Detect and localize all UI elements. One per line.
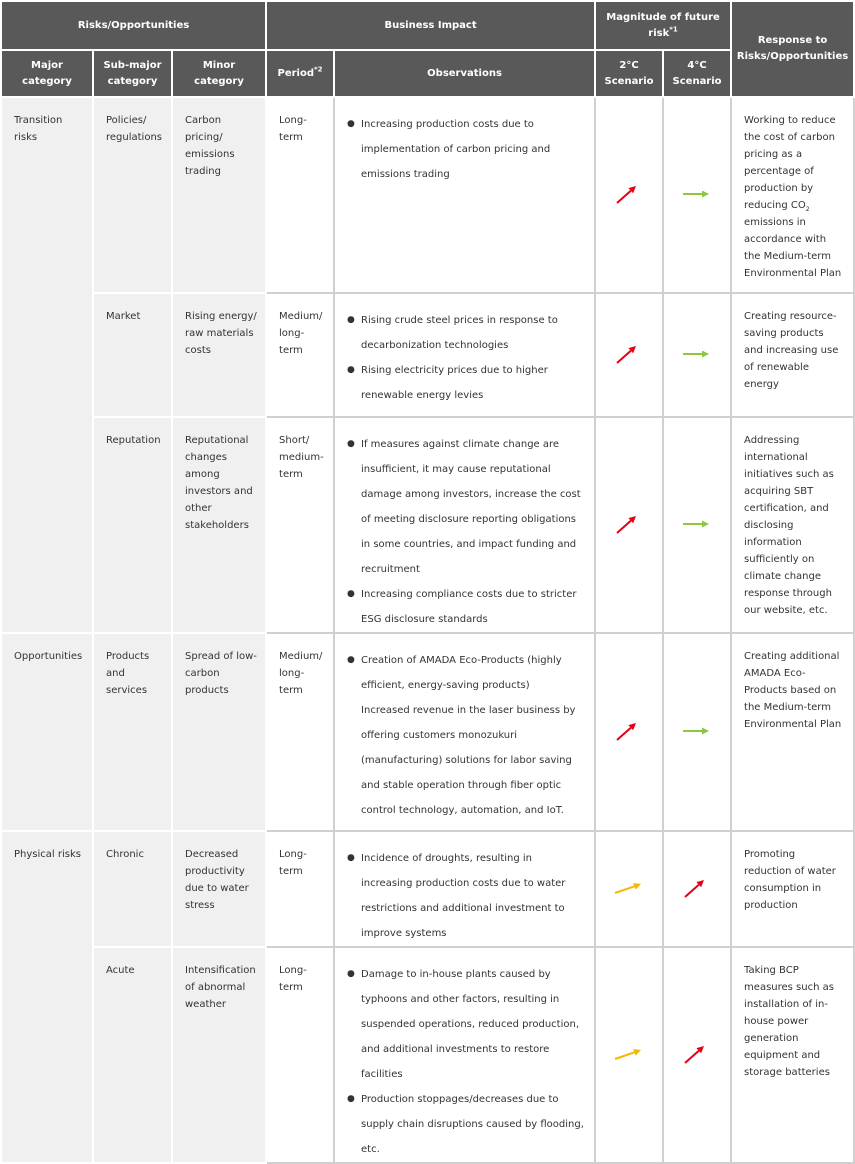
sub-major-category-cell: Products and services (93, 633, 172, 831)
sub-major-category-cell: Acute (93, 947, 172, 1163)
observation-continuation: Increased revenue in the laser business by offering customers monozukuri (manufacturing) solutions for labor saving and stable operation through fiber optic control technology, automation, and IoT. (361, 705, 576, 816)
up-red-icon (682, 884, 712, 895)
observations-cell (334, 831, 595, 947)
response-cell (731, 97, 854, 293)
response-text-pre: Working to reduce the cost of carbon pricing as a percentage of production by reducing CO (744, 115, 836, 211)
header-2c-scenario: 2°C Scenario (595, 50, 663, 97)
period-cell: Medium/ long-term (266, 293, 334, 417)
up-red-icon (614, 520, 644, 531)
flat-green-icon (682, 350, 712, 361)
observation-item: ● Rising electricity prices due to higher renewable energy levies (347, 358, 586, 408)
up-red-icon (682, 1050, 712, 1061)
observation-item: ● Rising crude steel prices in response to decarbonization technologies (347, 308, 586, 358)
table-row (1, 293, 854, 417)
observation-item: ● Damage to in-house plants caused by typhoons and other factors, resulting in suspended operations, reduced production, and additional investments to restore facilities (347, 962, 586, 1087)
flat-green-icon (682, 190, 712, 201)
period-cell: Medium/ long-term (266, 633, 334, 831)
table-row (1, 947, 854, 1163)
flat-green-icon (682, 727, 712, 738)
header-sub-major-category: Sub-major category (93, 50, 172, 97)
header-response: Response to Risks/Opportunities (731, 1, 854, 97)
scenario-2c-cell (595, 947, 663, 1163)
minor-category-cell: Rising energy/ raw materials costs (172, 293, 266, 417)
scenario-4c-cell (663, 293, 731, 417)
observations-cell (334, 947, 595, 1163)
up-red-icon (614, 190, 644, 201)
response-cell: Creating additional AMADA Eco-Products based on the Medium-term Environmental Plan (731, 633, 854, 831)
minor-category-cell: Spread of low-carbon products (172, 633, 266, 831)
major-category-cell: Physical risks (1, 831, 93, 1163)
observation-item: ● Creation of AMADA Eco-Products (highly efficient, energy-saving products) (347, 648, 586, 698)
observation-item: ● Production stoppages/decreases due to supply chain disruptions caused by flooding, etc. (347, 1087, 586, 1162)
minor-category-cell: Carbon pricing/ emissions trading (172, 97, 266, 293)
observation-item: ● Increasing compliance costs due to stricter ESG disclosure standards (347, 582, 586, 632)
header-business-impact: Business Impact (266, 1, 595, 50)
observations-cell (334, 97, 595, 293)
sub-major-category-cell: Chronic (93, 831, 172, 947)
scenario-2c-cell (595, 293, 663, 417)
observations-cell (334, 417, 595, 633)
scenario-4c-cell (663, 97, 731, 293)
minor-category-cell: Decreased productivity due to water stress (172, 831, 266, 947)
sub-major-category-cell: Reputation (93, 417, 172, 633)
observation-item: ● Incidence of droughts, resulting in increasing production costs due to water restrictions and additional investment to improve systems (347, 846, 586, 946)
header-magnitude (595, 1, 731, 50)
sub-major-category-cell: Market (93, 293, 172, 417)
footnote-2-marker: *2 (314, 65, 323, 74)
co2-subscript: 2 (805, 206, 810, 213)
observations-cell (334, 293, 595, 417)
response-text-post: emissions in accordance with the Medium-term Environmental Plan (744, 217, 842, 279)
response-cell: Creating resource-saving products and increasing use of renewable energy (731, 293, 854, 417)
minor-category-cell: Reputational changes among investors and other stakeholders (172, 417, 266, 633)
response-cell: Promoting reduction of water consumption in production (731, 831, 854, 947)
period-cell: Long-term (266, 947, 334, 1163)
observation-item: ● If measures against climate change are insufficient, it may cause reputational damage among investors, increase the cost of meeting disclosure reporting obligations in some countries, and impact funding and recruitment (347, 432, 586, 582)
header-minor-category: Minor category (172, 50, 266, 97)
scenario-2c-cell (595, 417, 663, 633)
up-red-icon (614, 350, 644, 361)
period-cell: Long-term (266, 831, 334, 947)
table-row (1, 417, 854, 633)
flat-green-icon (682, 520, 712, 531)
header-magnitude-label: Magnitude of future risk (606, 11, 720, 39)
header-major-category: Major category (1, 50, 93, 97)
minor-category-cell: Intensification of abnormal weather (172, 947, 266, 1163)
major-category-cell: Opportunities (1, 633, 93, 831)
scenario-4c-cell (663, 947, 731, 1163)
observation-item: ● Increasing production costs due to implementation of carbon pricing and emissions trading (347, 112, 586, 187)
slight-up-yellow-icon (614, 884, 644, 895)
scenario-4c-cell (663, 831, 731, 947)
up-red-icon (614, 727, 644, 738)
response-cell: Addressing international initiatives such as acquiring SBT certification, and disclosing information sufficiently on climate change response through our website, etc. (731, 417, 854, 633)
header-observations: Observations (334, 50, 595, 97)
period-cell: Long-term (266, 97, 334, 293)
sub-major-category-cell: Policies/ regulations (93, 97, 172, 293)
table-row (1, 97, 854, 293)
table-row (1, 633, 854, 831)
footnote-1-marker: *1 (669, 25, 678, 34)
header-period (266, 50, 334, 97)
scenario-2c-cell (595, 831, 663, 947)
response-cell: Taking BCP measures such as installation of in-house power generation equipment and storage batteries (731, 947, 854, 1163)
scenario-2c-cell (595, 97, 663, 293)
header-risks-opportunities: Risks/Opportunities (1, 1, 266, 50)
slight-up-yellow-icon (614, 1050, 644, 1061)
observations-cell (334, 633, 595, 831)
period-cell: Short/ medium-term (266, 417, 334, 633)
scenario-2c-cell (595, 633, 663, 831)
scenario-4c-cell (663, 417, 731, 633)
table-row (1, 831, 854, 947)
major-category-cell: Transition risks (1, 97, 93, 633)
header-4c-scenario: 4°C Scenario (663, 50, 731, 97)
header-period-label: Period (277, 67, 315, 79)
scenario-4c-cell (663, 633, 731, 831)
